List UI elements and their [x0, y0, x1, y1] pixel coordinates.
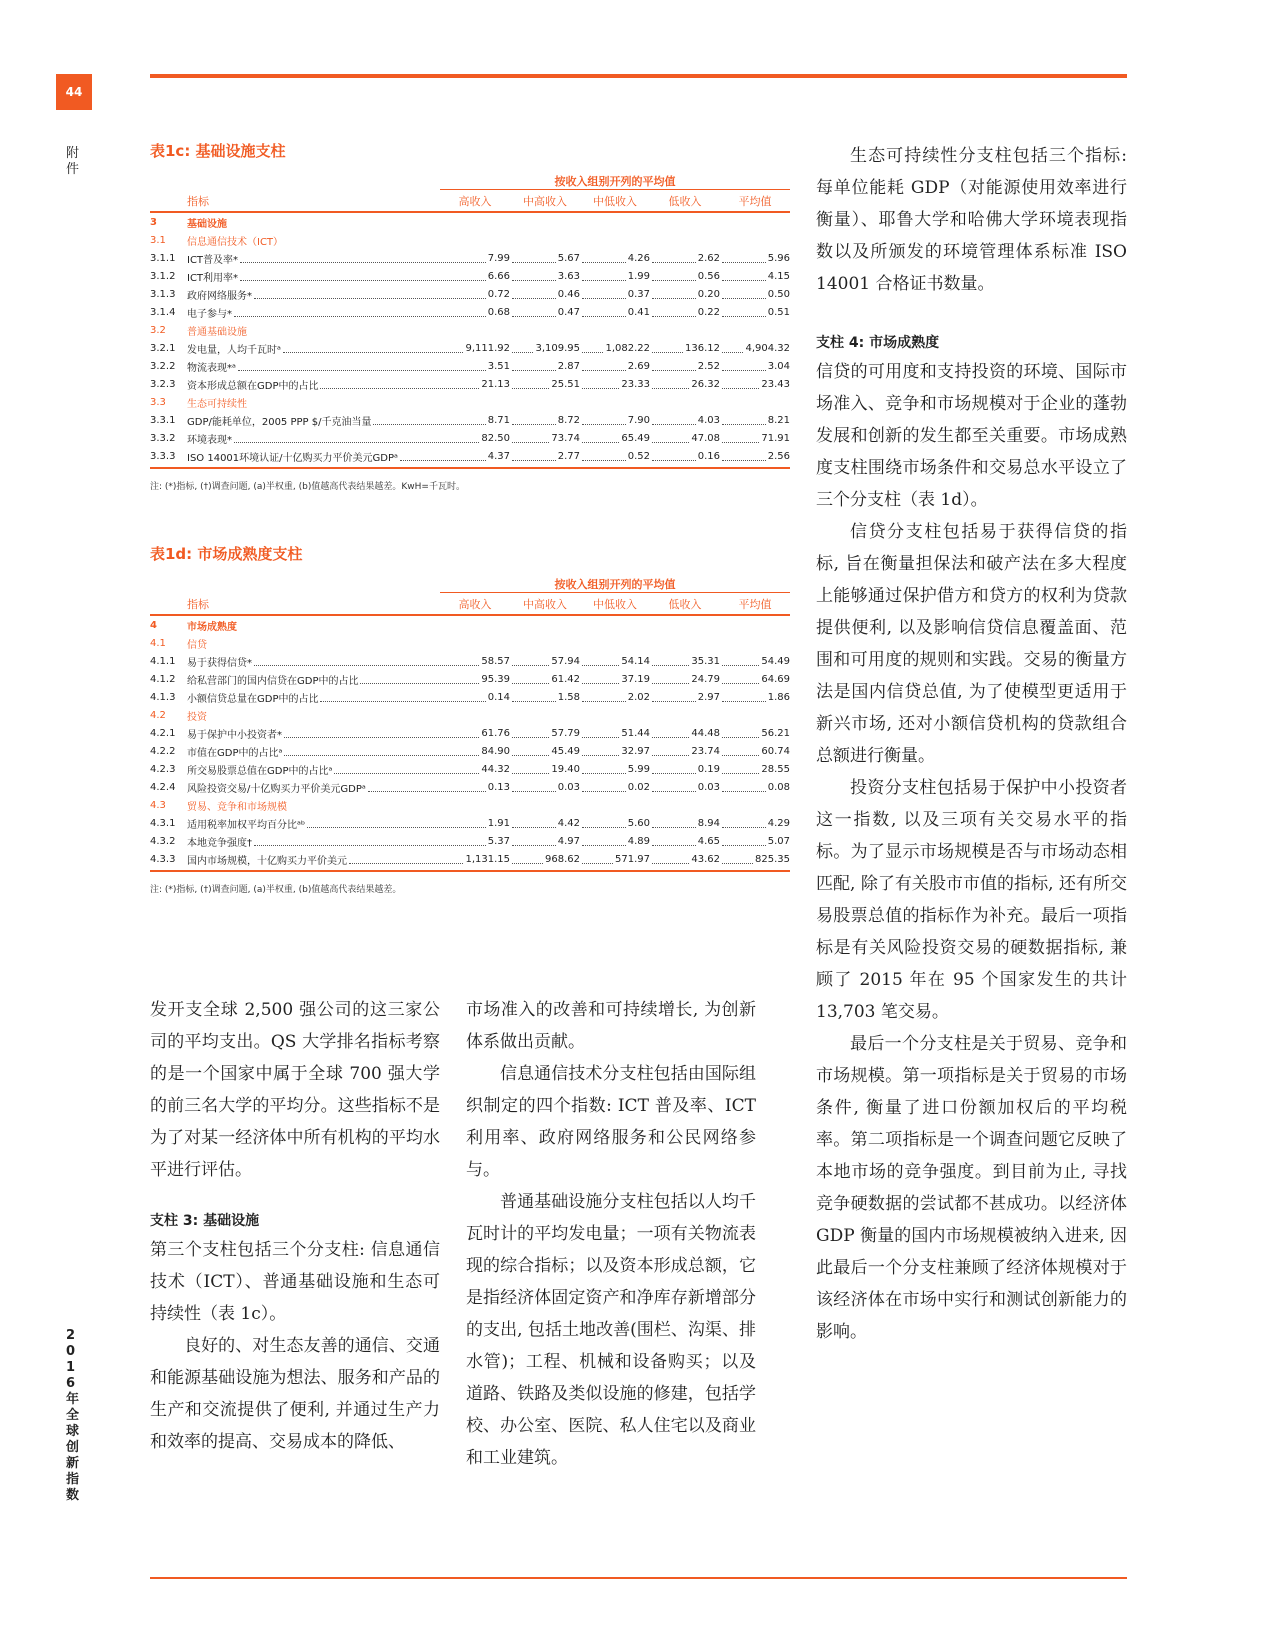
- value-cell: 2.69: [627, 360, 650, 372]
- value-cell: 54.14: [621, 655, 650, 667]
- value-cell: 4.42: [557, 817, 580, 829]
- indicator-name: 本地竞争强度†: [187, 837, 252, 849]
- indicator-name: ICT利用率*: [187, 272, 239, 284]
- indicator-name: 资本形成总额在GDP中的占比: [187, 380, 319, 392]
- value-cell: 0.51: [767, 306, 790, 318]
- table-row: [150, 357, 790, 375]
- table-row: [150, 760, 790, 778]
- value-cell: 5.67: [557, 252, 580, 264]
- table-group-header: 按收入组别开列的平均值: [150, 169, 790, 191]
- value-cell: 0.03: [697, 781, 720, 793]
- indicator-name: 易于保护中小投资者*: [187, 729, 282, 741]
- indicator-code: 3.1.3: [150, 288, 176, 300]
- indicator-code: 4.1.1: [150, 655, 176, 667]
- indicator-code: 3.2: [150, 324, 166, 336]
- indicator-name: 物流表现*ᵃ: [187, 362, 236, 374]
- indicator-code: 3.1.1: [150, 252, 176, 264]
- paragraph: 普通基础设施分支柱包括以人均千瓦时计的平均发电量；一项有关物流表现的综合指标；以及资本形成总额，它是指经济体固定资产和净库存新增部分的支出, 包括土地改善(围栏、沟渠、排水管)；工程、机械和设备购买；以及道路、铁路及类似设施的修建，包括学校、办公室、医院、私人住宅以及商业和工业建筑。: [466, 1192, 756, 1468]
- paragraph: 信息通信技术分支柱包括由国际组织制定的四个指数: ICT 普及率、ICT 利用率、政府网络服务和公民网络参与。: [466, 1064, 756, 1180]
- indicator-code: 3.3.3: [150, 450, 176, 462]
- indicator-code: 4.3: [150, 799, 166, 811]
- text-column-1: [150, 994, 440, 1458]
- section-heading: 支柱 3: 基础设施: [150, 1213, 260, 1229]
- value-cell: 2.02: [627, 691, 650, 703]
- value-cell: 51.44: [621, 727, 650, 739]
- value-cell: 0.72: [487, 288, 510, 300]
- indicator-code: 4.1: [150, 637, 166, 649]
- value-cell: 0.68: [487, 306, 510, 318]
- value-cell: 8.72: [557, 414, 580, 426]
- indicator-name: 风险投资交易/十亿购买力平价美元GDPᵃ: [187, 783, 366, 795]
- table-row: [150, 778, 790, 796]
- indicator-name: 贸易、竞争和市场规模: [187, 801, 287, 813]
- indicator-code: 4.3.1: [150, 817, 176, 829]
- value-cell: 60.74: [761, 745, 790, 757]
- table-row: [150, 231, 790, 249]
- table-row: [150, 724, 790, 742]
- table-row: [150, 706, 790, 724]
- value-cell: 5.96: [767, 252, 790, 264]
- table-note: 注: (*)指标, (†)调查问题, (a)半权重, (b)值越高代表结果越差。: [150, 885, 402, 895]
- value-cell: 4.26: [627, 252, 650, 264]
- top-rule: [150, 74, 1127, 78]
- value-cell: 3,109.95: [535, 342, 580, 354]
- value-cell: 37.19: [621, 673, 650, 685]
- table-row: [150, 393, 790, 411]
- value-cell: 0.14: [487, 691, 510, 703]
- value-cell: 54.49: [761, 655, 790, 667]
- indicator-name: 给私营部门的国内信贷在GDP中的占比: [187, 675, 359, 687]
- indicator-code: 3.1.4: [150, 306, 176, 318]
- table-title: 表1c: 基础设施支柱: [150, 142, 286, 160]
- value-cell: 2.97: [697, 691, 720, 703]
- value-cell: 968.62: [545, 853, 580, 865]
- value-cell: 19.40: [551, 763, 580, 775]
- value-cell: 9,111.92: [465, 342, 510, 354]
- table-1c: [150, 140, 790, 492]
- value-cell: 0.56: [697, 270, 720, 282]
- indicator-name: 易于获得信贷*: [187, 657, 252, 669]
- table-row: [150, 303, 790, 321]
- table-row: [150, 670, 790, 688]
- value-cell: 2.62: [697, 252, 720, 264]
- value-cell: 136.12: [685, 342, 720, 354]
- value-cell: 1.58: [557, 691, 580, 703]
- value-cell: 0.22: [697, 306, 720, 318]
- value-cell: 73.74: [551, 432, 580, 444]
- table-row: [150, 616, 790, 634]
- value-cell: 45.49: [551, 745, 580, 757]
- table-row: [150, 249, 790, 267]
- section-label: 附件: [66, 146, 80, 177]
- value-cell: 4.97: [557, 835, 580, 847]
- value-cell: 4.15: [767, 270, 790, 282]
- text-column-3: [816, 140, 1127, 1348]
- table-title: 表1d: 市场成熟度支柱: [150, 545, 303, 563]
- value-cell: 82.50: [481, 432, 510, 444]
- indicator-name: 政府网络服务*: [187, 290, 252, 302]
- text-column-2: [466, 994, 756, 1474]
- indicator-code: 4: [150, 619, 157, 631]
- section-heading: 支柱 4: 市场成熟度: [816, 335, 940, 351]
- value-cell: 3.63: [557, 270, 580, 282]
- indicator-code: 4.3.2: [150, 835, 176, 847]
- value-cell: 825.35: [755, 853, 790, 865]
- value-cell: 1.91: [487, 817, 510, 829]
- table-row: [150, 814, 790, 832]
- indicator-code: 3.3: [150, 396, 166, 408]
- table-row: [150, 634, 790, 652]
- value-cell: 57.94: [551, 655, 580, 667]
- value-cell: 0.02: [627, 781, 650, 793]
- table-body: [150, 616, 790, 868]
- value-cell: 1,131.15: [465, 853, 510, 865]
- indicator-code: 4.2.3: [150, 763, 176, 775]
- table-row: [150, 411, 790, 429]
- value-cell: 56.21: [761, 727, 790, 739]
- indicator-name: GDP/能耗单位，2005 PPP $/千克油当量: [187, 416, 372, 428]
- table-header: 指标 高收入 中高收入 中低收入 低收入 平均值: [150, 191, 790, 213]
- indicator-name: 生态可持续性: [187, 398, 247, 410]
- indicator-code: 4.1.3: [150, 691, 176, 703]
- value-cell: 3.51: [487, 360, 510, 372]
- value-cell: 5.37: [487, 835, 510, 847]
- table-row: [150, 447, 790, 465]
- value-cell: 7.99: [487, 252, 510, 264]
- value-cell: 44.32: [481, 763, 510, 775]
- value-cell: 0.41: [627, 306, 650, 318]
- value-cell: 35.31: [691, 655, 720, 667]
- value-cell: 571.97: [615, 853, 650, 865]
- indicator-code: 3.2.2: [150, 360, 176, 372]
- value-cell: 0.19: [697, 763, 720, 775]
- indicator-code: 3.2.1: [150, 342, 176, 354]
- indicator-name: 发电量，人均千瓦时ᵃ: [187, 344, 281, 356]
- value-cell: 47.08: [691, 432, 720, 444]
- paragraph: 生态可持续性分支柱包括三个指标: 每单位能耗 GDP（对能源使用效率进行衡量）、耶鲁大学和哈佛大学环境表现指数以及所颁发的环境管理体系标准 ISO 14001 合格证书数量。: [816, 146, 1127, 294]
- value-cell: 0.20: [697, 288, 720, 300]
- value-cell: 0.03: [557, 781, 580, 793]
- value-cell: 8.71: [487, 414, 510, 426]
- paragraph: 信贷的可用度和支持投资的环境、国际市场准入、竞争和市场规模对于企业的蓬勃发展和创新的发生都至关重要。市场成熟度支柱围绕市场条件和交易总水平设立了三个分支柱（表 1d）。: [816, 362, 1127, 510]
- value-cell: 0.13: [487, 781, 510, 793]
- table-row: [150, 375, 790, 393]
- indicator-name: 电子参与*: [187, 308, 232, 320]
- value-cell: 65.49: [621, 432, 650, 444]
- value-cell: 3.04: [767, 360, 790, 372]
- paragraph: 最后一个分支柱是关于贸易、竞争和市场规模。第一项指标是关于贸易的市场条件, 衡量了进口份额加权后的平均税率。第二项指标是一个调查问题它反映了本地市场的竞争强度。到目前为止, 寻找竞争硬数据的尝试都不甚成功。以经济体 GDP 衡量的国内市场规模被纳入进来, 因此最后一个分支柱兼顾了经济体规模对于该经济体在市场中实行和测试创新能力的影响。: [816, 1034, 1127, 1342]
- value-cell: 5.60: [627, 817, 650, 829]
- indicator-name: 投资: [187, 711, 207, 723]
- indicator-code: 4.3.3: [150, 853, 176, 865]
- table-header: 指标 高收入 中高收入 中低收入 低收入 平均值: [150, 594, 790, 616]
- table-group-header: 按收入组别开列的平均值: [150, 572, 790, 594]
- table-body: [150, 213, 790, 465]
- table-row: [150, 688, 790, 706]
- value-cell: 0.08: [767, 781, 790, 793]
- value-cell: 6.66: [487, 270, 510, 282]
- value-cell: 44.48: [691, 727, 720, 739]
- value-cell: 2.52: [697, 360, 720, 372]
- report-title-vertical: 2016年全球创新指数: [66, 1328, 80, 1503]
- value-cell: 8.94: [697, 817, 720, 829]
- paragraph: 投资分支柱包括易于保护中小投资者这一指数, 以及三项有关交易水平的指标。为了显示市场规模是否与市场动态相匹配, 除了有关股市市值的指标, 还有所交易股票总值的指标作为补充。最后一项指标是有关风险投资交易的硬数据指标, 兼顾了 2015 年在 95 个国家发生的共计 13,703 笔交易。: [816, 778, 1127, 1022]
- indicator-code: 4.2.1: [150, 727, 176, 739]
- paragraph: 发开支全球 2,500 强公司的这三家公司的平均支出。QS 大学排名指标考察的是一个国家中属于全球 700 强大学的前三名大学的平均分。这些指标不是为了对某一经济体中所有机构的平均水平进行评估。: [150, 1000, 440, 1180]
- value-cell: 25.51: [551, 378, 580, 390]
- value-cell: 5.99: [627, 763, 650, 775]
- value-cell: 1.99: [627, 270, 650, 282]
- indicator-name: 国内市场规模，十亿购买力平价美元: [187, 855, 347, 867]
- value-cell: 57.79: [551, 727, 580, 739]
- value-cell: 0.47: [557, 306, 580, 318]
- table-row: [150, 267, 790, 285]
- indicator-name: ISO 14001环境认证/十亿购买力平价美元GDPᵃ: [187, 452, 398, 464]
- value-cell: 1,082.22: [605, 342, 650, 354]
- paragraph: 市场准入的改善和可持续增长, 为创新体系做出贡献。: [466, 1000, 756, 1052]
- indicator-name: 普通基础设施: [187, 326, 247, 338]
- indicator-code: 3.2.3: [150, 378, 176, 390]
- value-cell: 4.65: [697, 835, 720, 847]
- paragraph: 第三个支柱包括三个分支柱: 信息通信技术（ICT）、普通基础设施和生态可持续性（表 1c）。: [150, 1240, 440, 1324]
- indicator-code: 4.2.2: [150, 745, 176, 757]
- table-row: [150, 321, 790, 339]
- indicator-name: 市值在GDP中的占比ᵃ: [187, 747, 283, 759]
- value-cell: 0.37: [627, 288, 650, 300]
- indicator-code: 3.1: [150, 234, 166, 246]
- table-row: [150, 285, 790, 303]
- value-cell: 95.39: [481, 673, 510, 685]
- value-cell: 1.86: [767, 691, 790, 703]
- table-row: [150, 850, 790, 868]
- value-cell: 24.79: [691, 673, 720, 685]
- value-cell: 28.55: [761, 763, 790, 775]
- indicator-code: 3.1.2: [150, 270, 176, 282]
- value-cell: 58.57: [481, 655, 510, 667]
- table-row: [150, 832, 790, 850]
- indicator-name: 小额信贷总量在GDP中的占比: [187, 693, 319, 705]
- indicator-name: 信息通信技术（ICT）: [187, 236, 284, 248]
- value-cell: 23.74: [691, 745, 720, 757]
- value-cell: 2.56: [767, 450, 790, 462]
- table-1d: [150, 543, 790, 895]
- indicator-name: 市场成熟度: [187, 621, 237, 633]
- value-cell: 0.16: [697, 450, 720, 462]
- indicator-code: 3.3.1: [150, 414, 176, 426]
- bottom-rule: [150, 1577, 1127, 1579]
- paragraph: 良好的、对生态友善的通信、交通和能源基础设施为想法、服务和产品的生产和交流提供了便利, 并通过生产力和效率的提高、交易成本的降低、: [150, 1336, 440, 1452]
- value-cell: 61.76: [481, 727, 510, 739]
- value-cell: 4.29: [767, 817, 790, 829]
- indicator-name: ICT普及率*: [187, 254, 239, 266]
- value-cell: 61.42: [551, 673, 580, 685]
- indicator-code: 3.3.2: [150, 432, 176, 444]
- value-cell: 0.46: [557, 288, 580, 300]
- table-note: 注: (*)指标, (†)调查问题, (a)半权重, (b)值越高代表结果越差。KwH=千瓦时。: [150, 482, 465, 492]
- table-row: [150, 652, 790, 670]
- value-cell: 7.90: [627, 414, 650, 426]
- indicator-name: 适用税率加权平均百分比ᵃᵇ: [187, 819, 306, 831]
- value-cell: 64.69: [761, 673, 790, 685]
- value-cell: 4.89: [627, 835, 650, 847]
- page-number: 44: [56, 74, 92, 110]
- indicator-code: 4.2.4: [150, 781, 176, 793]
- value-cell: 21.13: [481, 378, 510, 390]
- value-cell: 23.33: [621, 378, 650, 390]
- value-cell: 84.90: [481, 745, 510, 757]
- value-cell: 2.77: [557, 450, 580, 462]
- value-cell: 32.97: [621, 745, 650, 757]
- table-row: [150, 796, 790, 814]
- value-cell: 23.43: [761, 378, 790, 390]
- table-row: [150, 742, 790, 760]
- value-cell: 0.50: [767, 288, 790, 300]
- table-row: [150, 339, 790, 357]
- indicator-name: 基础设施: [187, 218, 227, 230]
- value-cell: 5.07: [767, 835, 790, 847]
- indicator-name: 信贷: [187, 639, 207, 651]
- indicator-code: 3: [150, 216, 157, 228]
- table-row: [150, 429, 790, 447]
- value-cell: 4.37: [487, 450, 510, 462]
- paragraph: 信贷分支柱包括易于获得信贷的指标, 旨在衡量担保法和破产法在多大程度上能够通过保护借方和贷方的权利为贷款提供便利, 以及影响信贷信息覆盖面、范围和可用度的规则和实践。交易的衡量方法是国内信贷总值, 为了使模型更适用于新兴市场, 还对小额信贷机构的贷款组合总额进行衡量。: [816, 522, 1127, 766]
- indicator-name: 环境表现*: [187, 434, 232, 446]
- indicator-name: 所交易股票总值在GDP中的占比ᵃ: [187, 765, 333, 777]
- value-cell: 0.52: [627, 450, 650, 462]
- indicator-code: 4.2: [150, 709, 166, 721]
- value-cell: 4,904.32: [745, 342, 790, 354]
- value-cell: 2.87: [557, 360, 580, 372]
- value-cell: 4.03: [697, 414, 720, 426]
- value-cell: 26.32: [691, 378, 720, 390]
- value-cell: 43.62: [691, 853, 720, 865]
- value-cell: 8.21: [767, 414, 790, 426]
- indicator-code: 4.1.2: [150, 673, 176, 685]
- table-row: [150, 213, 790, 231]
- value-cell: 71.91: [761, 432, 790, 444]
